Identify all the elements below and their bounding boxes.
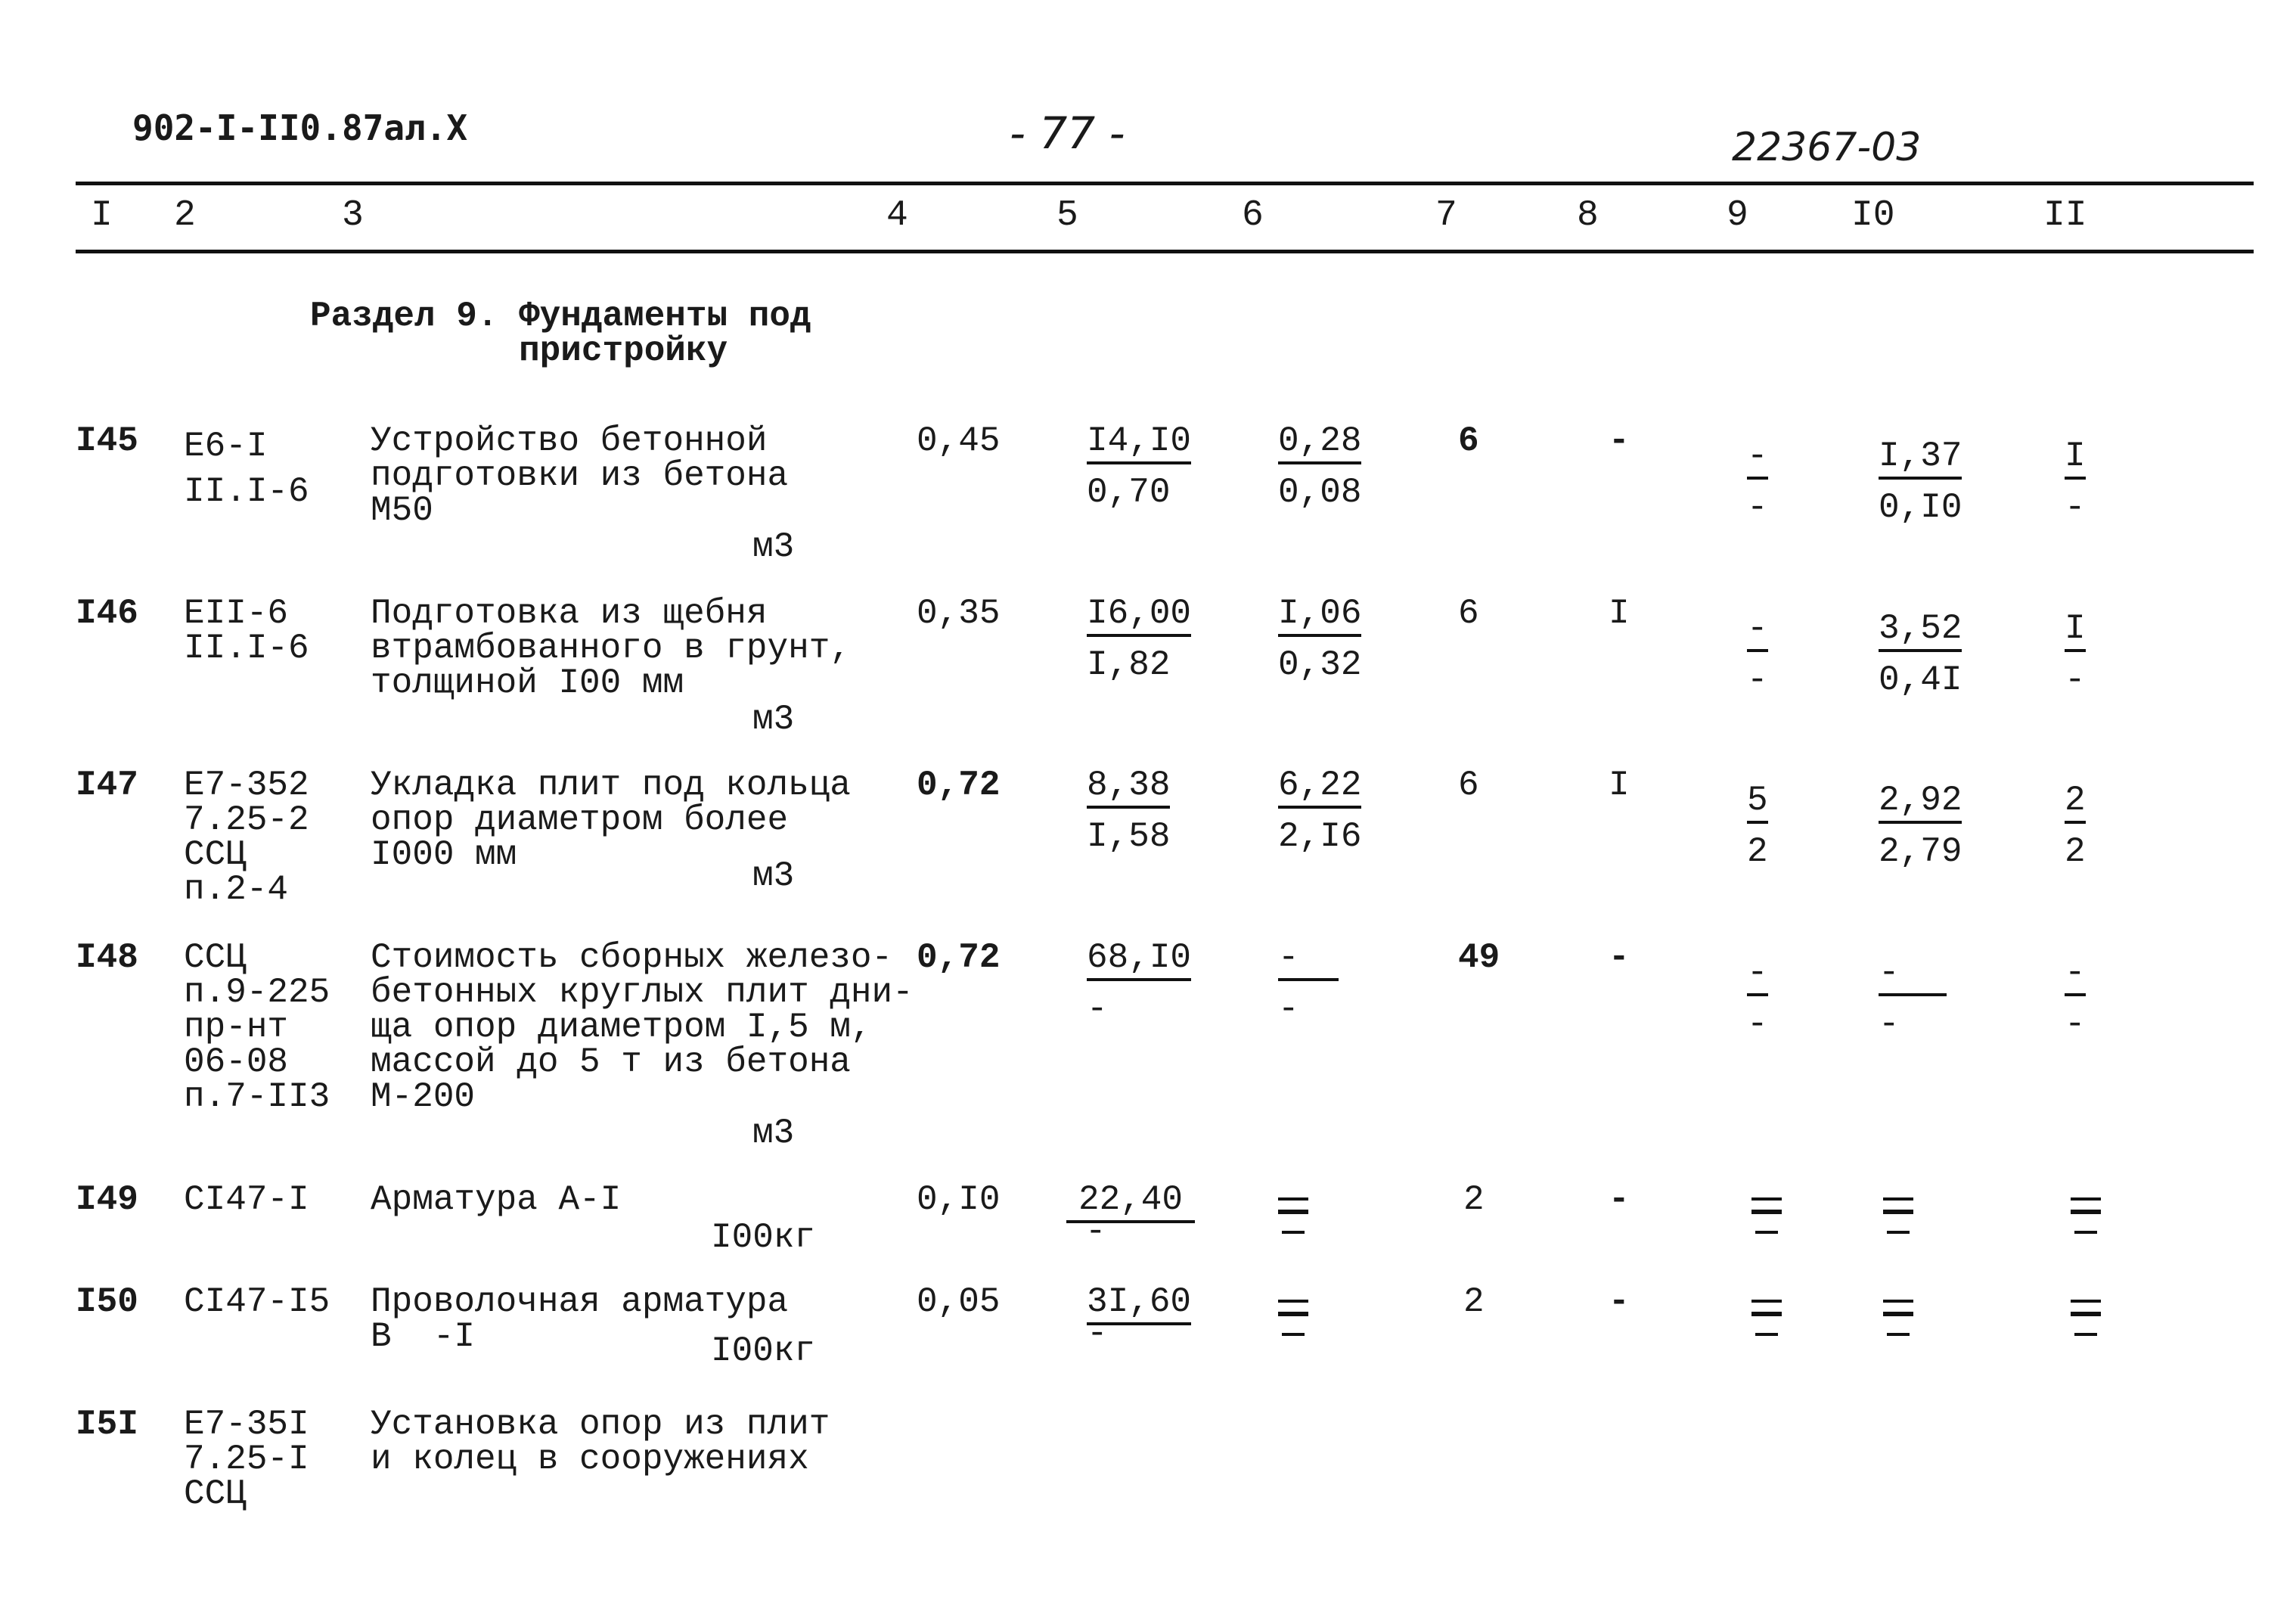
- col10-bottom: 0,4I: [1879, 660, 1962, 700]
- row-description: Установка опор из плит и колец в сооружениях: [371, 1405, 830, 1479]
- col5-top: 68,I0: [1087, 940, 1191, 981]
- row-description: Укладка плит под кольца опор диаметром более I000 мм: [371, 766, 851, 874]
- row-code: E7-352 7.25-2 ССЦ п.2-4: [184, 766, 309, 909]
- col5-fraction: [1066, 1182, 1195, 1249]
- col5-bottom: -: [1087, 989, 1108, 1029]
- col-header-5: 5: [1056, 195, 1078, 236]
- col10-empty-marks: [1883, 1182, 1916, 1234]
- col7-value: 49: [1458, 938, 1500, 977]
- col11-bottom: -: [2065, 488, 2086, 527]
- row-description: Подготовка из щебня втрамбованного в грунт, толщиной I00 мм: [371, 594, 851, 703]
- col11-bottom: -: [2065, 660, 2086, 700]
- row-description: Стоимость сборных железо- бетонных круглых плит дни- ща опор диаметром I,5 м, массой до 5 т из бетона М-200: [371, 938, 914, 1117]
- col6-fraction: [1278, 768, 1361, 854]
- col5-fraction: [1087, 594, 1192, 685]
- row-code: E7-35I 7.25-I ССЦ: [184, 1405, 309, 1514]
- col9-fraction: [1747, 609, 1768, 700]
- col5-fraction: [1087, 1284, 1191, 1351]
- row-unit: м3: [752, 856, 795, 896]
- col6-top: I,06: [1278, 596, 1361, 637]
- col-header-2: 2: [174, 195, 196, 236]
- col7-value: 6: [1458, 421, 1479, 461]
- row-quantity: 0,72: [917, 938, 1001, 977]
- row-quantity: 0,72: [917, 766, 1001, 805]
- col-header-10: I0: [1851, 195, 1895, 236]
- col6-bottom: -: [1278, 989, 1299, 1029]
- col11-top: -: [2065, 955, 2086, 996]
- row-number: I47: [76, 766, 138, 805]
- col5-top: 22,40: [1066, 1182, 1195, 1223]
- col10-top: 3,52: [1879, 611, 1962, 652]
- col-header-7: 7: [1435, 195, 1457, 236]
- col11-fraction: [2065, 783, 2086, 869]
- col10-bottom: -: [1879, 1005, 1900, 1044]
- row-number: I5I: [76, 1405, 138, 1444]
- col11-fraction: [2065, 609, 2086, 700]
- col9-bottom: -: [1747, 660, 1768, 700]
- section-title: [310, 297, 811, 371]
- row-code: EII-6 II.I-6: [184, 594, 309, 668]
- col5-bottom: -: [1087, 1314, 1108, 1353]
- document-number: 22367-03: [1732, 125, 1922, 170]
- row-number: I46: [76, 594, 138, 633]
- col8-value: I: [1609, 594, 1630, 633]
- col7-value: 2: [1463, 1282, 1485, 1322]
- col6-bottom: 0,08: [1278, 473, 1362, 512]
- row-unit: I00кг: [711, 1218, 816, 1257]
- col5-fraction: [1087, 768, 1170, 854]
- row-description: Арматура A-I: [371, 1180, 622, 1219]
- col6-fraction: [1278, 940, 1339, 1027]
- col10-fraction: [1879, 783, 1962, 869]
- col11-empty-marks: [2071, 1284, 2104, 1336]
- document-code: 902-I-II0.87ал.X: [132, 107, 468, 148]
- col6-empty-marks: [1278, 1182, 1311, 1234]
- col10-bottom: 2,79: [1879, 832, 1962, 871]
- col5-bottom: 0,70: [1087, 473, 1171, 512]
- col6-bottom: 0,32: [1278, 645, 1362, 685]
- col7-value: 2: [1463, 1180, 1485, 1219]
- col9-top: -: [1747, 955, 1768, 996]
- col11-top: I: [2065, 439, 2086, 480]
- col6-top: 0,28: [1278, 424, 1361, 464]
- section-name-line2: пристройку: [519, 331, 728, 371]
- col-header-3: 3: [342, 195, 364, 236]
- col8-value: -: [1609, 421, 1630, 461]
- col8-value: -: [1609, 938, 1630, 977]
- section-name: [519, 297, 811, 371]
- col8-value: -: [1609, 1180, 1630, 1219]
- col5-fraction: [1087, 421, 1192, 512]
- col5-bottom: I,82: [1087, 645, 1171, 685]
- col9-top: -: [1747, 439, 1768, 480]
- row-code: ССЦ п.9-225 пр-нт 06-08 п.7-II3: [184, 938, 330, 1117]
- col5-top: I6,00: [1087, 596, 1191, 637]
- row-number: I45: [76, 421, 138, 461]
- col6-empty-marks: [1278, 1284, 1311, 1336]
- row-code: E6-I II.I-6: [184, 427, 309, 511]
- col5-top: I4,I0: [1087, 424, 1191, 464]
- row-code: CI47-I: [184, 1180, 309, 1219]
- col9-empty-marks: [1751, 1284, 1785, 1336]
- col5-top: 8,38: [1087, 768, 1170, 809]
- col5-top: 3I,60: [1087, 1284, 1191, 1325]
- col-header-9: 9: [1727, 195, 1748, 236]
- section-name-line1: Фундаменты под: [519, 297, 811, 336]
- col-header-8: 8: [1577, 195, 1599, 236]
- row-quantity: 0,45: [917, 421, 1001, 461]
- col6-fraction: [1278, 594, 1362, 685]
- col10-top: -: [1879, 955, 1947, 996]
- row-unit: I00кг: [711, 1331, 816, 1371]
- col10-fraction: [1879, 436, 1962, 527]
- col7-value: 6: [1458, 766, 1479, 805]
- row-description: Проволочная арматура B -I: [371, 1282, 789, 1356]
- section-label: Раздел 9.: [310, 297, 498, 336]
- col-header-4: 4: [886, 195, 908, 236]
- col9-fraction: [1747, 783, 1768, 869]
- col7-value: 6: [1458, 594, 1479, 633]
- row-code: CI47-I5: [184, 1282, 330, 1322]
- col9-bottom: -: [1747, 488, 1768, 527]
- col6-bottom: 2,I6: [1278, 817, 1362, 856]
- col9-fraction: [1747, 955, 1768, 1042]
- col6-top: 6,22: [1278, 768, 1361, 809]
- table-top-rule: [76, 182, 2254, 185]
- col11-bottom: 2: [2065, 832, 2086, 871]
- col-header-11: II: [2043, 195, 2087, 236]
- col9-empty-marks: [1751, 1182, 1785, 1234]
- col5-bottom: I,58: [1087, 817, 1171, 856]
- col9-bottom: 2: [1747, 832, 1768, 871]
- col11-fraction: [2065, 955, 2086, 1042]
- page-number: - 77 -: [1010, 107, 1125, 159]
- col10-fraction: [1879, 609, 1962, 700]
- col11-fraction: [2065, 436, 2086, 527]
- col9-top: 5: [1747, 783, 1768, 824]
- col5-fraction: [1087, 940, 1191, 1027]
- col8-value: -: [1609, 1282, 1630, 1322]
- col9-bottom: -: [1747, 1005, 1768, 1044]
- col5-bottom: -: [1085, 1212, 1106, 1251]
- col9-top: -: [1747, 611, 1768, 652]
- row-unit: м3: [752, 527, 795, 567]
- col-header-6: 6: [1242, 195, 1264, 236]
- table-header-rule: [76, 250, 2254, 253]
- col6-fraction: [1278, 421, 1362, 512]
- row-quantity: 0,I0: [917, 1180, 1001, 1219]
- col11-top: I: [2065, 611, 2086, 652]
- col9-fraction: [1747, 436, 1768, 527]
- col10-bottom: 0,I0: [1879, 488, 1962, 527]
- col10-empty-marks: [1883, 1284, 1916, 1336]
- row-number: I49: [76, 1180, 138, 1219]
- row-unit: м3: [752, 1114, 795, 1153]
- col11-empty-marks: [2071, 1182, 2104, 1234]
- row-quantity: 0,35: [917, 594, 1001, 633]
- row-description: Устройство бетонной подготовки из бетона M50: [371, 421, 789, 530]
- col6-top: -: [1278, 940, 1339, 981]
- col10-top: 2,92: [1879, 783, 1962, 824]
- row-number: I48: [76, 938, 138, 977]
- col10-fraction: [1879, 955, 1947, 1042]
- row-number: I50: [76, 1282, 138, 1322]
- col11-bottom: -: [2065, 1005, 2086, 1044]
- col-header-1: I: [91, 195, 113, 236]
- row-quantity: 0,05: [917, 1282, 1001, 1322]
- row-unit: м3: [752, 700, 795, 739]
- col10-top: I,37: [1879, 439, 1962, 480]
- col8-value: I: [1609, 766, 1630, 805]
- col11-top: 2: [2065, 783, 2086, 824]
